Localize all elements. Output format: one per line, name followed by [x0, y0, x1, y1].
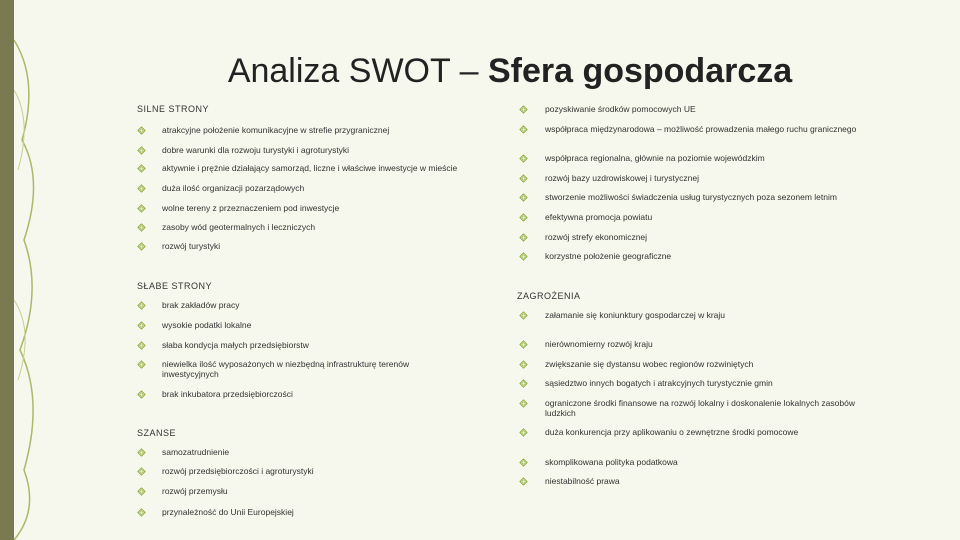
list-item-text: współpraca regionalna, głównie na poziomie wojewódzkim — [545, 153, 765, 163]
page-title: Analiza SWOT – Sfera gospodarcza — [227, 52, 793, 90]
list-item-text: atrakcyjne położenie komunikacyjne w strefie przygranicznej — [162, 125, 390, 135]
list-item-text: dobre warunki dla rozwoju turystyki i agroturystyki — [162, 145, 350, 155]
diamond-bullet-icon — [519, 125, 528, 134]
diamond-bullet-icon — [519, 360, 528, 369]
list-item-text: zwiększanie się dystansu wobec regionów rozwiniętych — [545, 359, 754, 369]
list-item-text: duża ilość organizacji pozarządowych — [162, 183, 305, 193]
list-item-text: przynależność do Unii Europejskiej — [162, 507, 294, 517]
diamond-bullet-icon — [137, 487, 146, 496]
diamond-bullet-icon — [137, 242, 146, 251]
list-item-text: rozwój turystyki — [162, 241, 221, 251]
diamond-bullet-icon — [137, 204, 146, 213]
diamond-bullet-icon — [137, 467, 146, 476]
diamond-bullet-icon — [137, 301, 146, 310]
diamond-bullet-icon — [519, 252, 528, 261]
list-item-text: niestabilność prawa — [545, 476, 620, 486]
diamond-bullet-icon — [137, 223, 146, 232]
diamond-bullet-icon — [137, 508, 146, 517]
diamond-bullet-icon — [137, 390, 146, 399]
list-item-text: samozatrudnienie — [162, 447, 230, 457]
diamond-bullet-icon — [519, 233, 528, 242]
strengths-heading: SILNE STRONY — [137, 104, 210, 114]
threats-heading: ZAGROŻENIA — [517, 291, 581, 301]
list-item-text: sąsiedztwo innych bogatych i atrakcyjnych turystycznie gmin — [545, 378, 773, 388]
list-item-text: ograniczone środki finansowe na rozwój lokalny i doskonalenie lokalnych zasobów ludzkich — [545, 398, 855, 418]
diamond-bullet-icon — [519, 154, 528, 163]
list-item-text: stworzenie możliwości świadczenia usług turystycznych poza sezonem letnim — [545, 192, 837, 202]
diamond-bullet-icon — [137, 360, 146, 369]
opportunities-heading: SZANSE — [137, 428, 177, 438]
list-item-text: skomplikowana polityka podatkowa — [545, 457, 678, 467]
diamond-bullet-icon — [137, 341, 146, 350]
diamond-bullet-icon — [137, 126, 146, 135]
list-item-text: pozyskiwanie środków pomocowych UE — [545, 104, 696, 114]
list-item-text: rozwój bazy uzdrowiskowej i turystycznej — [545, 173, 699, 183]
list-item-text: rozwój przedsiębiorczości i agroturystyki — [162, 466, 314, 476]
diamond-bullet-icon — [519, 379, 528, 388]
diamond-bullet-icon — [519, 174, 528, 183]
list-item-text: rozwój strefy ekonomicznej — [545, 232, 648, 242]
diamond-bullet-icon — [137, 184, 146, 193]
weaknesses-heading: SŁABE STRONY — [137, 281, 213, 291]
list-item-text: wysokie podatki lokalne — [162, 320, 252, 330]
list-item-text: zasoby wód geotermalnych i leczniczych — [162, 222, 316, 232]
list-item-text: duża konkurencja przy aplikowaniu o zewnętrzne środki pomocowe — [545, 427, 799, 437]
diamond-bullet-icon — [137, 321, 146, 330]
list-item-text: załamanie się koniunktury gospodarczej w kraju — [545, 310, 726, 320]
diamond-bullet-icon — [519, 458, 528, 467]
list-item-text: efektywna promocja powiatu — [545, 212, 653, 222]
list-item-text: nierównomierny rozwój kraju — [545, 339, 653, 349]
list-item-text: brak zakładów pracy — [162, 300, 240, 310]
list-item-text: aktywnie i prężnie działający samorząd, liczne i właściwe inwestycje w mieście — [162, 163, 458, 173]
list-item-text: niewielka ilość wyposażonych w niezbędną infrastrukturę terenów inwestycyjnych — [162, 359, 410, 379]
diamond-bullet-icon — [519, 428, 528, 437]
list-item-text: słaba kondycja małych przedsiębiorstw — [162, 340, 309, 350]
diamond-bullet-icon — [519, 105, 528, 114]
diamond-bullet-icon — [137, 164, 146, 173]
diamond-bullet-icon — [137, 448, 146, 457]
diamond-bullet-icon — [519, 193, 528, 202]
list-item-text: brak inkubatora przedsiębiorczości — [162, 389, 293, 399]
diamond-bullet-icon — [519, 311, 528, 320]
list-item-text: wolne tereny z przeznaczeniem pod inwestycje — [162, 203, 340, 213]
list-item-text: współpraca międzynarodowa – możliwość prowadzenia małego ruchu granicznego — [545, 124, 857, 134]
list-item-text: rozwój przemysłu — [162, 486, 228, 496]
diamond-bullet-icon — [519, 399, 528, 408]
diamond-bullet-icon — [519, 213, 528, 222]
list-item-text: korzystne położenie geograficzne — [545, 251, 672, 261]
diamond-bullet-icon — [137, 146, 146, 155]
diamond-bullet-icon — [519, 340, 528, 349]
diamond-bullet-icon — [519, 477, 528, 486]
